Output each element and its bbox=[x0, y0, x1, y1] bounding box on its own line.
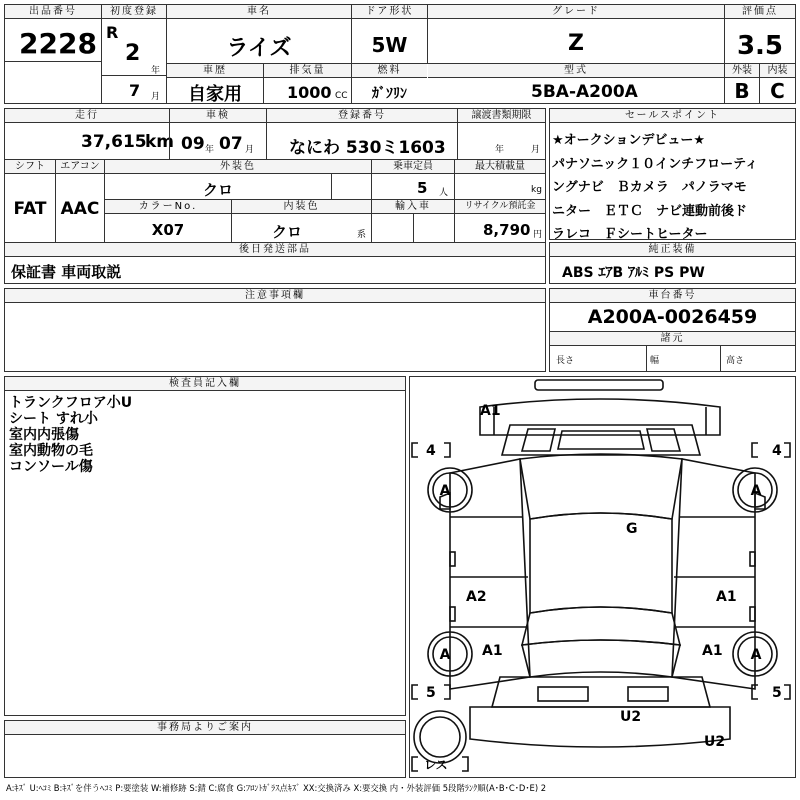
tire-rr: A bbox=[750, 647, 762, 663]
office-box bbox=[4, 720, 406, 778]
grade-label: グレード bbox=[428, 5, 724, 19]
equipment-value: ABS ｴｱB ｱﾙﾐ PS PW bbox=[562, 265, 705, 281]
ext-label: 外装 bbox=[725, 64, 759, 78]
height-label: 高さ bbox=[726, 356, 745, 366]
era: R bbox=[106, 23, 119, 42]
mark-a1-right: A1 bbox=[716, 589, 737, 605]
inspector-note-line: トランクフロア小U bbox=[9, 395, 133, 411]
chassis-value: A200A-0026459 bbox=[587, 306, 758, 328]
inspector-lines bbox=[9, 395, 132, 475]
series-unit: 系 bbox=[357, 230, 367, 240]
inspector-box bbox=[4, 376, 406, 716]
mark-a1-rear-right: A1 bbox=[702, 643, 723, 659]
lot-number: 2228 bbox=[19, 27, 97, 60]
sales-point-label: セールスポイント bbox=[550, 109, 795, 123]
insp-month-unit: 月 bbox=[245, 145, 255, 155]
sales-point bbox=[549, 108, 796, 240]
grade-value: Z bbox=[568, 31, 584, 56]
sales-point-line: ニター ＥＴＣ ナビ連動前後ド bbox=[552, 203, 748, 219]
kg-unit: kg bbox=[531, 185, 542, 195]
inspection-label: 車検 bbox=[170, 109, 266, 123]
mark-a1-rear-left: A1 bbox=[482, 643, 503, 659]
parts-label: 後日発送部品 bbox=[5, 243, 545, 257]
chassis-label: 車台番号 bbox=[550, 289, 795, 303]
cc-unit: CC bbox=[335, 91, 348, 101]
car-diagram bbox=[409, 376, 796, 778]
capacity-value: 5 bbox=[417, 179, 428, 197]
mileage-label: 走行 bbox=[5, 109, 169, 123]
int-score: C bbox=[770, 79, 785, 103]
ext-score: B bbox=[734, 79, 750, 103]
inspector-note-line: 室内内張傷 bbox=[9, 427, 79, 443]
history-value: 自家用 bbox=[188, 84, 242, 105]
import-label: 輸入車 bbox=[372, 200, 454, 214]
shift-label: シフト bbox=[5, 160, 55, 174]
inspector-note-line: コンソール傷 bbox=[9, 459, 93, 475]
parts-value: 保証書 車両取説 bbox=[11, 263, 122, 281]
model-name: ライズ bbox=[226, 36, 292, 61]
color-no-value: X07 bbox=[151, 221, 185, 239]
first-reg-label: 初度登録 bbox=[102, 5, 166, 19]
tread-rr: 5 bbox=[772, 685, 782, 701]
inspector-note-line: 室内動物の毛 bbox=[9, 443, 93, 459]
score-label: 評価点 bbox=[725, 5, 795, 19]
length-label: 長さ bbox=[556, 356, 575, 366]
insp-year: 09 bbox=[181, 134, 205, 154]
recycle-label: リサイクル預託金 bbox=[455, 200, 545, 214]
mark-a1-front: A1 bbox=[480, 403, 501, 419]
int-label: 内装 bbox=[760, 64, 795, 78]
month-unit: 月 bbox=[151, 92, 161, 102]
transfer-year-unit: 年 bbox=[495, 145, 505, 155]
mark-g-windshield: G bbox=[626, 521, 638, 537]
load-label: 最大積載量 bbox=[455, 160, 545, 174]
sales-point-line: ングナビ Ｂカメラ パノラマモ bbox=[552, 180, 747, 195]
capacity-label: 乗車定員 bbox=[372, 160, 454, 174]
fuel-label: 燃料 bbox=[352, 64, 427, 78]
tread-fr: 4 bbox=[772, 443, 782, 459]
vehicle-info bbox=[4, 108, 546, 284]
tread-rl: 5 bbox=[426, 685, 436, 701]
sales-point-lines bbox=[552, 129, 758, 247]
notes-label: 注意事項欄 bbox=[5, 289, 545, 303]
legend: A:ｷｽﾞ U:ﾍｺﾐ B:ｷｽﾞを伴うﾍｺﾐ P:要塗装 W:補修跡 S:錆 C:腐食 G:ﾌﾛﾝﾄｶﾞﾗｽ点ｷｽﾞ XX:交換済み X:要交換 内・外装評価 5段階ﾗﾝｸ順(A･B･C･D･E) 2 bbox=[6, 783, 547, 793]
fuel-value: ｶﾞｿﾘﾝ bbox=[372, 86, 407, 102]
door-type: 5W bbox=[371, 33, 408, 57]
equipment-label: 純正装備 bbox=[550, 243, 795, 257]
model-label: 車名 bbox=[167, 5, 351, 19]
car-diagram-svg bbox=[410, 377, 795, 777]
mark-a2-left: A2 bbox=[466, 589, 487, 605]
transfer-label: 譲渡書類期限 bbox=[458, 109, 545, 123]
ac-label: エアコン bbox=[56, 160, 104, 174]
inspector-label: 検査員記入欄 bbox=[5, 377, 405, 391]
ext-color-value: クロ bbox=[202, 181, 233, 199]
displacement-value: 1000 bbox=[287, 83, 332, 102]
ext-color-label: 外装色 bbox=[105, 160, 371, 174]
top-header bbox=[4, 4, 796, 104]
specs-label: 諸元 bbox=[550, 331, 795, 346]
int-color-label: 内装色 bbox=[232, 200, 371, 214]
yen-unit: 円 bbox=[533, 230, 543, 240]
person-unit: 人 bbox=[439, 188, 449, 198]
displacement-label: 排気量 bbox=[264, 64, 351, 78]
lot-label: 出品番号 bbox=[5, 5, 101, 19]
spare-tire: レス bbox=[424, 758, 448, 772]
tire-fl: A bbox=[439, 483, 451, 499]
sales-point-line: ★オークションデビュー★ bbox=[552, 133, 706, 148]
type-label: 型式 bbox=[428, 64, 724, 78]
notes-box bbox=[4, 288, 546, 372]
color-no-label: カラーNo. bbox=[105, 200, 231, 214]
type-value: 5BA-A200A bbox=[531, 82, 638, 102]
sales-point-line: ラレコ Ｆシートヒーター bbox=[552, 227, 708, 242]
recycle-value: 8,790 bbox=[483, 221, 531, 239]
inspector-note-line: シート すれ小 bbox=[9, 411, 98, 427]
insp-month: 07 bbox=[219, 134, 243, 154]
insp-year-unit: 年 bbox=[205, 145, 215, 155]
reg-month: 7 bbox=[129, 81, 141, 100]
tire-rl: A bbox=[439, 647, 451, 663]
tread-fl: 4 bbox=[426, 443, 436, 459]
mark-u2-rear-bumper: U2 bbox=[704, 734, 726, 750]
year-unit: 年 bbox=[151, 66, 161, 76]
reg-year: 2 bbox=[125, 41, 141, 66]
chassis-box bbox=[549, 288, 796, 372]
history-label: 車歴 bbox=[167, 64, 263, 78]
ac-value: AAC bbox=[60, 199, 100, 219]
shift-value: FAT bbox=[13, 199, 47, 219]
mileage-value: 37,615 bbox=[81, 132, 147, 152]
transfer-month-unit: 月 bbox=[531, 145, 541, 155]
plate-label: 登録番号 bbox=[267, 109, 457, 123]
tire-fr: A bbox=[750, 483, 762, 499]
sales-point-line: パナソニック１０インチフローティ bbox=[552, 156, 759, 172]
mark-u2-rear-deck: U2 bbox=[620, 709, 642, 725]
width-label: 幅 bbox=[650, 356, 660, 366]
plate-value: なにわ 530ミ1603 bbox=[289, 138, 446, 158]
int-color-value: クロ bbox=[271, 223, 302, 241]
equipment bbox=[549, 242, 796, 284]
km-unit: km bbox=[145, 132, 175, 152]
office-label: 事務局よりご案内 bbox=[5, 721, 405, 735]
door-label: ドア形状 bbox=[352, 5, 427, 19]
score-value: 3.5 bbox=[736, 31, 784, 61]
